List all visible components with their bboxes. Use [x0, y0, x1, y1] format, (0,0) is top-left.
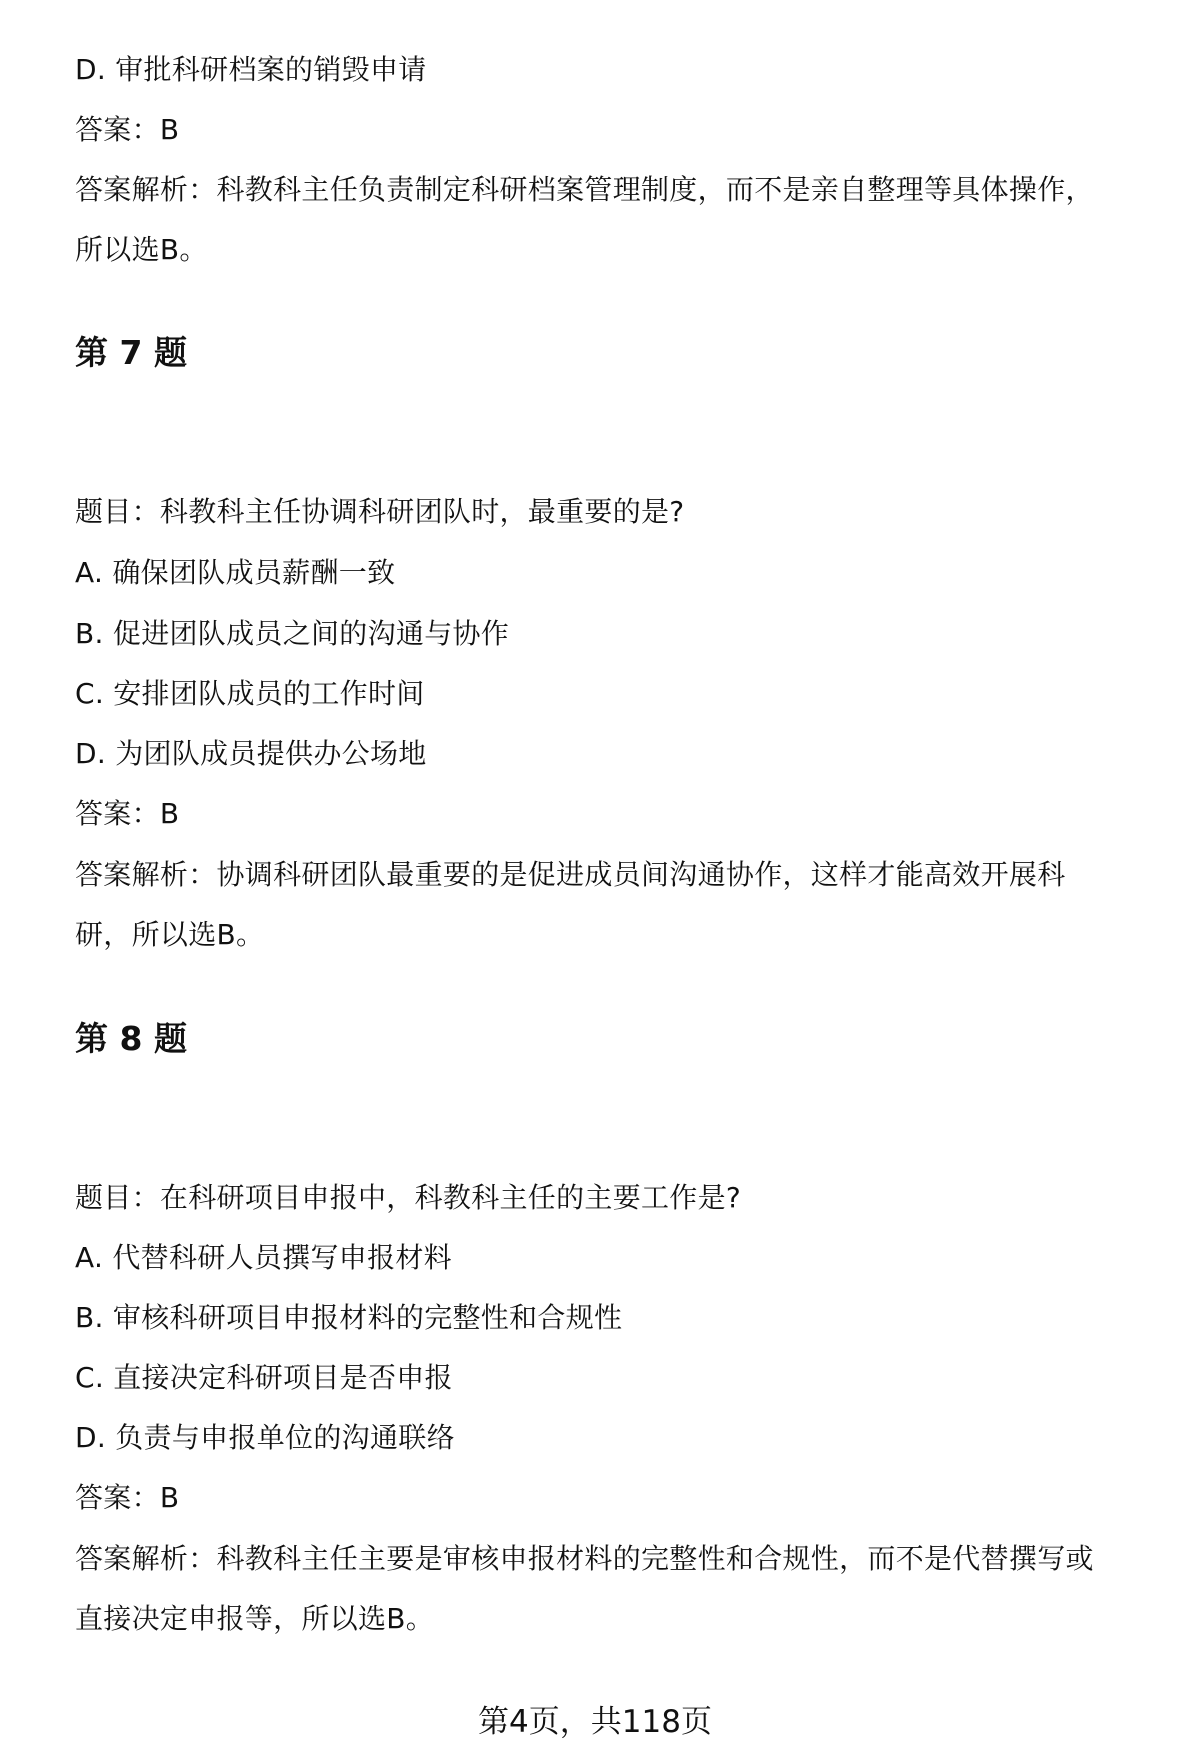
q6-option-d: D. 审批科研档案的销毁申请	[75, 53, 427, 86]
q6-explanation-line-2: 所以选B。	[75, 233, 208, 266]
q7-heading: 第 7 题	[75, 333, 187, 372]
q7-option-c: C. 安排团队成员的工作时间	[75, 677, 425, 710]
q6-explanation-line-1: 答案解析：科教科主任负责制定科研档案管理制度，而不是亲自整理等具体操作，	[75, 173, 1094, 206]
q7-question: 题目：科教科主任协调科研团队时，最重要的是?	[75, 495, 685, 528]
q8-heading: 第 8 题	[75, 1019, 187, 1058]
q7-option-d: D. 为团队成员提供办公场地	[75, 737, 427, 770]
q7-answer: 答案：B	[75, 797, 180, 830]
q8-answer: 答案：B	[75, 1481, 180, 1514]
q6-answer: 答案：B	[75, 113, 180, 146]
q7-explanation-line-2: 研，所以选B。	[75, 918, 265, 951]
page-indicator: 第4页，共118页	[478, 1704, 712, 1740]
q8-option-b: B. 审核科研项目申报材料的完整性和合规性	[75, 1301, 623, 1334]
q7-option-b: B. 促进团队成员之间的沟通与协作	[75, 617, 510, 650]
q8-option-c: C. 直接决定科研项目是否申报	[75, 1361, 453, 1394]
q8-option-d: D. 负责与申报单位的沟通联络	[75, 1421, 455, 1454]
q8-explanation-line-2: 直接决定申报等，所以选B。	[75, 1602, 435, 1635]
q8-question: 题目：在科研项目申报中，科教科主任的主要工作是?	[75, 1181, 742, 1214]
q7-explanation-line-1: 答案解析：协调科研团队最重要的是促进成员间沟通协作，这样才能高效开展科	[75, 858, 1066, 891]
q8-option-a: A. 代替科研人员撰写申报材料	[75, 1241, 452, 1274]
q7-option-a: A. 确保团队成员薪酬一致	[75, 556, 396, 589]
q8-explanation-line-1: 答案解析：科教科主任主要是审核申报材料的完整性和合规性，而不是代替撰写或	[75, 1542, 1094, 1575]
